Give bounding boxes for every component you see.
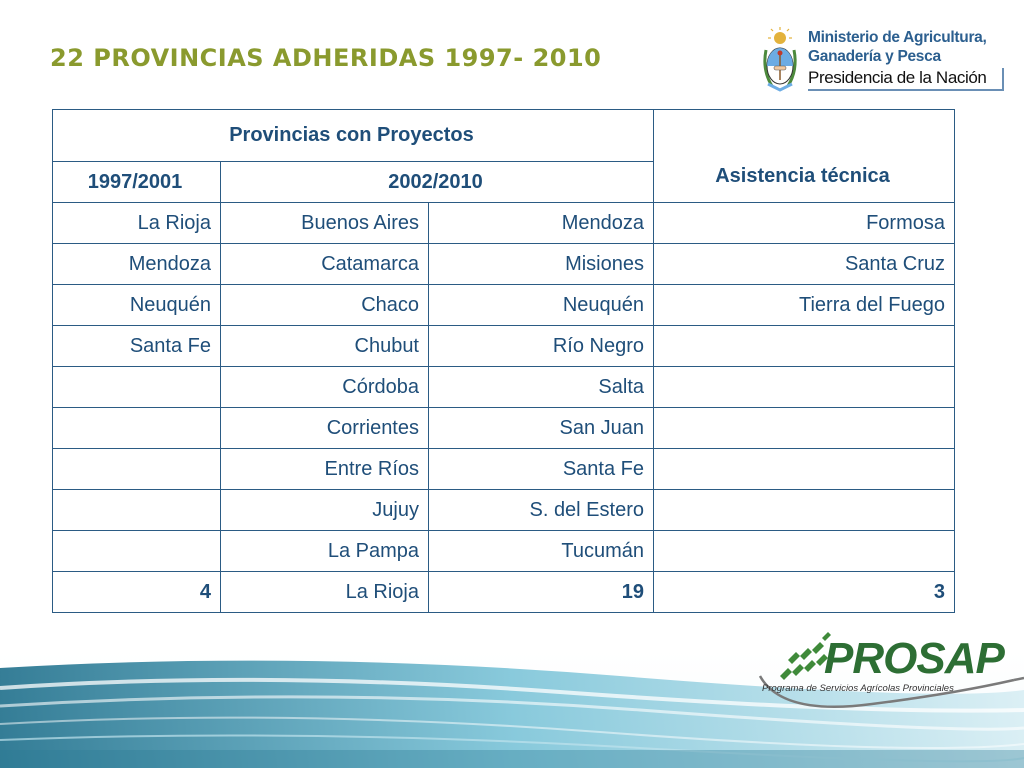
ministry-logo-underline [808,89,1004,91]
prosap-logo [752,620,1024,710]
cell-2002-a: Chaco [221,285,429,326]
cell-2002-a: Chubut [221,326,429,367]
prosap-tagline: Programa de Servicios Agrícolas Provinciales [762,683,954,694]
cell-asistencia [654,408,955,449]
cell-1997: Neuquén [53,285,221,326]
cell-asistencia [654,449,955,490]
cell-asistencia [654,367,955,408]
prosap-wordmark: PROSAP [824,634,1004,683]
header-asistencia-tecnica: Asistencia técnica [654,110,955,203]
argentina-coat-of-arms-icon [760,26,800,92]
cell-asistencia [654,326,955,367]
cell-2002-b: San Juan [429,408,654,449]
table-row [53,285,955,326]
table-row [53,408,955,449]
table-header-row-1 [53,110,955,162]
cell-1997 [53,408,221,449]
cell-2002-b: Río Negro [429,326,654,367]
cell-1997 [53,367,221,408]
provinces-table [52,109,955,613]
cell-1997: Mendoza [53,244,221,285]
cell-asistencia [654,490,955,531]
cell-asistencia: Tierra del Fuego [654,285,955,326]
cell-2002-a: Corrientes [221,408,429,449]
slide-title: 22 PROVINCIAS ADHERIDAS 1997- 2010 [50,44,602,72]
table-row [53,244,955,285]
table-row [53,490,955,531]
cell-2002-b: Tucumán [429,531,654,572]
total-asistencia: 3 [654,572,955,613]
table-row [53,203,955,244]
ministry-name-line2: Ganadería y Pesca [808,48,941,65]
cell-2002-a: Jujuy [221,490,429,531]
cell-2002-b: Mendoza [429,203,654,244]
cell-2002-b: Neuquén [429,285,654,326]
cell-asistencia: Formosa [654,203,955,244]
cell-2002-a: La Rioja [221,572,429,613]
cell-2002-b: Santa Fe [429,449,654,490]
cell-2002-a: Buenos Aires [221,203,429,244]
cell-1997 [53,490,221,531]
cell-1997: La Rioja [53,203,221,244]
header-provincias-con-proyectos: Provincias con Proyectos [53,110,654,162]
table-row [53,367,955,408]
cell-2002-b: Salta [429,367,654,408]
cell-2002-a: Córdoba [221,367,429,408]
cell-2002-b: S. del Estero [429,490,654,531]
cell-1997 [53,531,221,572]
cell-2002-b: Misiones [429,244,654,285]
cell-2002-a: La Pampa [221,531,429,572]
cell-2002-a: Catamarca [221,244,429,285]
ministry-name-line1: Ministerio de Agricultura, [808,29,987,46]
table-row [53,326,955,367]
total-2002: 19 [429,572,654,613]
table-totals-row [53,572,955,613]
cell-2002-a: Entre Ríos [221,449,429,490]
cell-asistencia [654,531,955,572]
table-row [53,531,955,572]
header-1997-2001: 1997/2001 [53,162,221,203]
ministry-logo [760,24,1006,96]
header-2002-2010: 2002/2010 [221,162,654,203]
cell-1997 [53,449,221,490]
total-1997: 4 [53,572,221,613]
cell-1997: Santa Fe [53,326,221,367]
ministry-logo-bar [1002,68,1004,90]
table-row [53,449,955,490]
presidency-name: Presidencia de la Nación [808,68,987,87]
cell-asistencia: Santa Cruz [654,244,955,285]
